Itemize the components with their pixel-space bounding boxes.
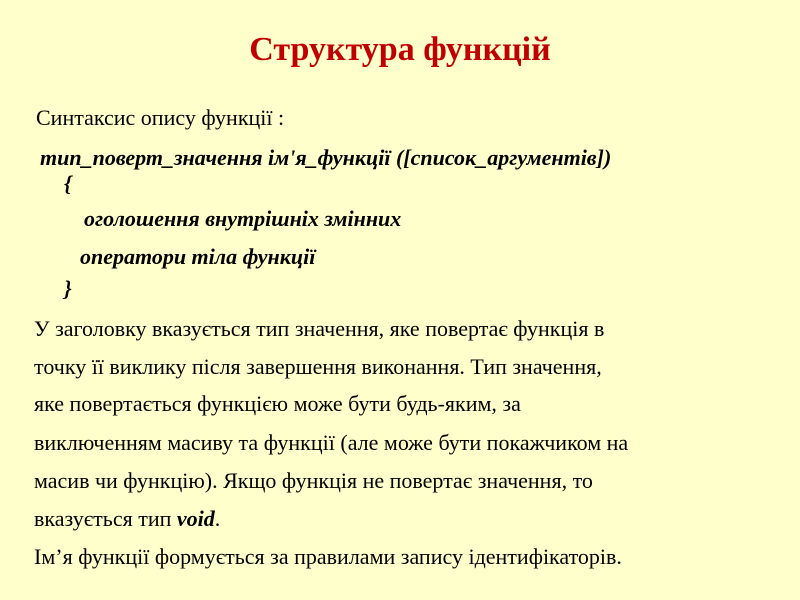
function-header-syntax: тип_поверт_значення ім'я_функції ([список_аргументів]): [40, 145, 612, 170]
close-brace: }: [64, 276, 72, 301]
paragraph-line-6-suffix: .: [214, 506, 221, 531]
statements-line: оператори тіла функції: [80, 244, 316, 269]
syntax-intro: Синтаксис опису функції :: [36, 105, 285, 130]
open-brace: {: [64, 171, 72, 196]
paragraph-line-5: масив чи функцію). Якщо функція не повертає значення, то: [34, 468, 593, 493]
void-keyword: void: [176, 506, 215, 531]
declarations-line: оголошення внутрішніх змінних: [84, 206, 402, 231]
paragraph-line-3: яке повертається функцією може бути будь-яким, за: [34, 391, 521, 416]
paragraph-line-6-prefix: вказується тип: [34, 506, 177, 531]
paragraph-line-6: [34, 505, 220, 533]
slide-title: Структура функцій: [249, 31, 551, 68]
paragraph-line-4: виключенням масиву та функції (але може бути покажчиком на: [34, 430, 629, 455]
paragraph-line-1: У заголовку вказується тип значення, яке повертає функція в: [34, 316, 605, 341]
paragraph-line-2: точку її виклику після завершення виконання. Тип значення,: [34, 354, 602, 379]
naming-rule-line: Ім’я функції формується за правилами запису ідентифікаторів.: [34, 544, 622, 569]
